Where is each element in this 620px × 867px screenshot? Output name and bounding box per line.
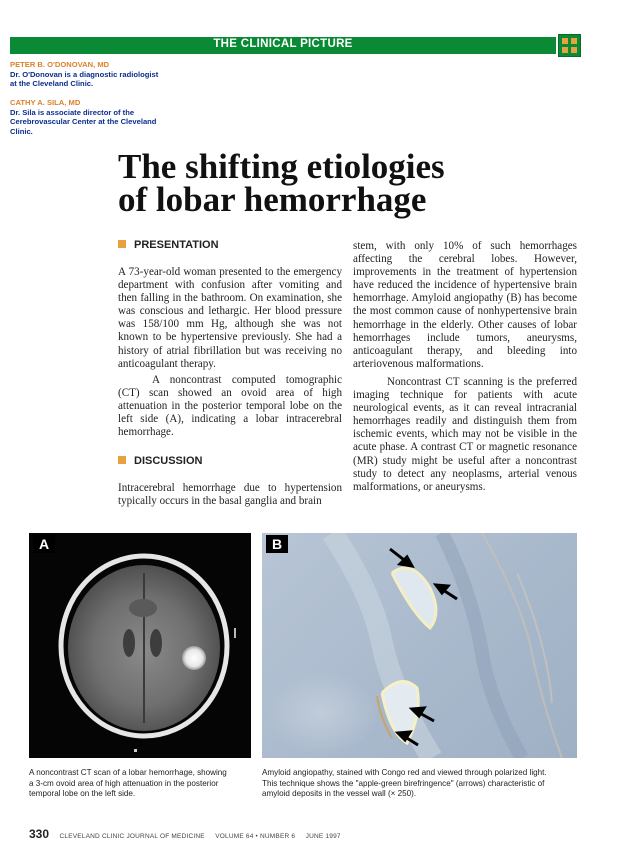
section-heading-discussion (118, 455, 202, 467)
page-footer (29, 825, 341, 843)
bullet-square-icon (118, 456, 126, 464)
figure-a-label: A (33, 535, 55, 553)
author-desc-line: Dr. Sila is associate director of the (10, 107, 135, 117)
micrograph-image (262, 533, 577, 758)
figure-b-micrograph (262, 533, 577, 758)
paragraph-discussion-start: Intracerebral hemorrhage due to hypertension typically occurs in the basal ganglia and brain (118, 482, 342, 508)
figure-b-label: B (266, 535, 288, 553)
section-banner (10, 37, 556, 54)
author-block-2 (10, 98, 156, 136)
author-name: CATHY A. SILA, MD (10, 98, 81, 107)
author-desc-line: at the Cleveland Clinic. (10, 79, 94, 89)
paragraph-discussion-continued: stem, with only 10% of such hemorrhages affecting the cerebral lobes. However, improvements in the treatment of hypertension have reduced the incidence of hypertensive brain hemorrhage. Amyloid angiopathy (B) has become the most common cause of nonhypertensive brain hemorrhage in the elderly. Other causes of lobar hemorrhages include tumors, aneurysms, anticoagulant therapy, and bleeding into arteriovenous malformations. (353, 240, 577, 370)
bullet-square-icon (118, 240, 126, 248)
caption-line: This technique shows the "apple-green birefringence" (arrows) characteristic of (262, 778, 545, 788)
author-desc-line: Cerebrovascular Center at the Cleveland (10, 117, 157, 127)
caption-line: amyloid deposits in the vessel wall (× 250). (262, 789, 417, 799)
figure-b-caption (262, 768, 582, 800)
section-heading-text: PRESENTATION (134, 239, 219, 251)
journal-name: CLEVELAND CLINIC JOURNAL OF MEDICINE (59, 833, 205, 840)
figure-a-ct-scan (29, 533, 251, 758)
paragraph-case: A 73-year-old woman presented to the emergency department with confusion after vomiting and then falling in the bathroom. On examination, she was conscious and lethargic. Her blood pressure was 158/100 mm Hg, although she was not known to be hypertensive previously. She had a history of atrial fibrillation but was receiving no anticoagulant therapy. (118, 266, 342, 370)
author-name: PETER B. O'DONOVAN, MD (10, 60, 110, 69)
caption-line: A noncontrast CT scan of a lobar hemorrhage, showing (29, 768, 227, 777)
journal-date: JUNE 1997 (305, 833, 341, 840)
caption-line: a 3-cm ovoid area of high attenuation in the posterior (29, 778, 219, 788)
section-heading-presentation (118, 239, 219, 251)
title-line: The shifting etiologies (118, 147, 445, 186)
journal-logo-icon (558, 34, 581, 57)
ct-scan-image (29, 533, 251, 758)
journal-volume: VOLUME 64 • NUMBER 6 (215, 833, 296, 840)
page-number: 330 (29, 827, 50, 841)
article-title (118, 147, 445, 219)
author-desc-line: Dr. O'Donovan is a diagnostic radiologist (10, 69, 159, 79)
author-desc-line: Clinic. (10, 126, 33, 136)
paragraph-ct-finding: A noncontrast computed tomographic (CT) scan showed an ovoid area of high attenuation in the posterior temporal lobe on the left side (A), indicating a lobar intracerebral hemorrhage. (118, 374, 342, 439)
caption-line: Amyloid angiopathy, stained with Congo red and viewed through polarized light. (262, 768, 547, 777)
paragraph-imaging: Noncontrast CT scanning is the preferred imaging technique for patients with acute neurological events, as it can reveal intracranial hemorrhages readily and distinguish them from ischemic events, which may not be visible in the acute phase. A contrast CT or magnetic resonance (MR) study might be useful after a noncontrast study to detect any neoplasms, arterial venous malformations, or aneurysms. (353, 376, 577, 493)
banner-title: THE CLINICAL PICTURE (213, 38, 353, 50)
author-block-1 (10, 60, 158, 89)
figure-a-caption (29, 768, 251, 800)
title-line: of lobar hemorrhage (118, 180, 427, 219)
section-heading-text: DISCUSSION (134, 455, 203, 467)
caption-line: temporal lobe on the left side. (29, 789, 136, 799)
